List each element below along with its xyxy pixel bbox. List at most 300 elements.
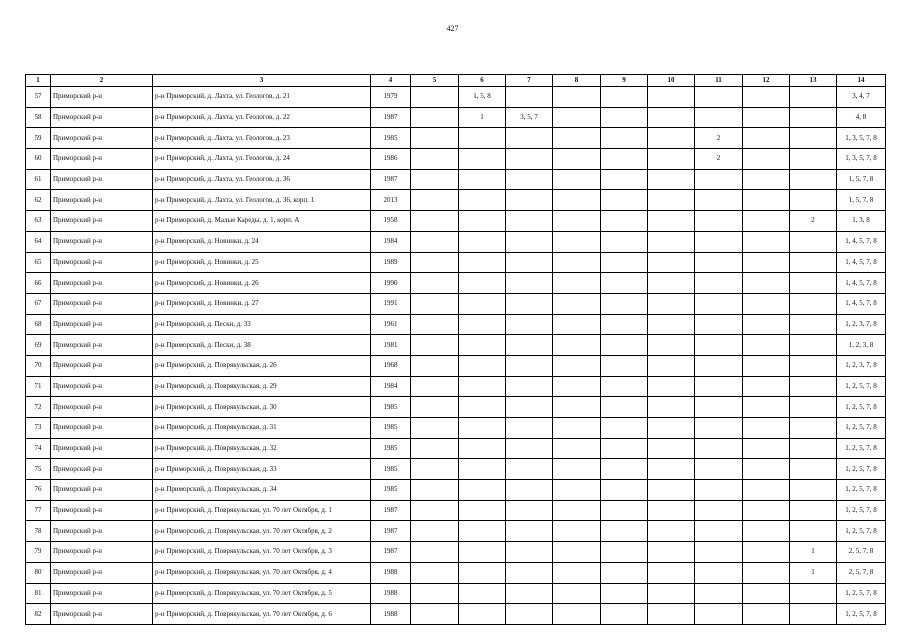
- cell-c9: [601, 562, 648, 583]
- cell-c11: [695, 273, 743, 294]
- cell-address: р-н Приморский, д. Поврякульская, д. 32: [153, 438, 371, 459]
- column-header-12: 12: [743, 75, 790, 87]
- cell-c13: [790, 231, 837, 252]
- cell-c11: 2: [695, 128, 743, 149]
- cell-address: р-н Приморский, д. Поврякульская, ул. 70 лет Октября, д. 4: [153, 562, 371, 583]
- cell-c6: [459, 418, 506, 439]
- table-row: [26, 562, 886, 583]
- table-row: [26, 211, 886, 232]
- column-header-8: 8: [553, 75, 601, 87]
- cell-c10: [648, 355, 695, 376]
- cell-c7: [506, 231, 553, 252]
- cell-c6: 1: [459, 107, 506, 128]
- cell-address: р-н Приморский, д. Поврякульская, д. 33: [153, 459, 371, 480]
- cell-year: 1987: [371, 521, 411, 542]
- cell-c8: [553, 562, 601, 583]
- cell-district: Приморский р-н: [51, 211, 153, 232]
- cell-c14: 1, 2, 5, 7, 8: [837, 418, 886, 439]
- cell-c11: [695, 376, 743, 397]
- cell-c8: [553, 604, 601, 625]
- cell-address: р-н Приморский, д. Лахта, ул. Геологов, д. 21: [153, 87, 371, 108]
- cell-c6: [459, 128, 506, 149]
- cell-c12: [743, 149, 790, 170]
- cell-year: 1990: [371, 273, 411, 294]
- cell-c14: 4, 8: [837, 107, 886, 128]
- cell-c12: [743, 273, 790, 294]
- cell-c7: [506, 211, 553, 232]
- cell-no: 77: [26, 500, 51, 521]
- cell-year: 1984: [371, 376, 411, 397]
- cell-c8: [553, 397, 601, 418]
- cell-c9: [601, 169, 648, 190]
- cell-c8: [553, 500, 601, 521]
- cell-c8: [553, 169, 601, 190]
- cell-c8: [553, 252, 601, 273]
- cell-c6: [459, 190, 506, 211]
- cell-c10: [648, 418, 695, 439]
- cell-district: Приморский р-н: [51, 87, 153, 108]
- cell-c14: 1, 2, 3, 7, 8: [837, 314, 886, 335]
- cell-c12: [743, 604, 790, 625]
- cell-c8: [553, 459, 601, 480]
- cell-c14: 1, 2, 5, 7, 8: [837, 459, 886, 480]
- cell-c11: [695, 335, 743, 356]
- cell-year: 1991: [371, 293, 411, 314]
- cell-c10: [648, 521, 695, 542]
- cell-c5: [411, 169, 459, 190]
- table-row: [26, 149, 886, 170]
- cell-c8: [553, 107, 601, 128]
- cell-year: 1984: [371, 231, 411, 252]
- cell-address: р-н Приморский, д. Поврякульская, ул. 70 лет Октября, д. 2: [153, 521, 371, 542]
- cell-c7: [506, 583, 553, 604]
- cell-c12: [743, 335, 790, 356]
- cell-c14: 1, 4, 5, 7, 8: [837, 273, 886, 294]
- cell-c12: [743, 418, 790, 439]
- cell-no: 79: [26, 542, 51, 563]
- cell-c7: [506, 293, 553, 314]
- cell-c11: [695, 211, 743, 232]
- column-header-5: 5: [411, 75, 459, 87]
- cell-c14: 1, 4, 5, 7, 8: [837, 231, 886, 252]
- cell-c13: [790, 273, 837, 294]
- cell-c8: [553, 376, 601, 397]
- cell-district: Приморский р-н: [51, 149, 153, 170]
- cell-c7: [506, 252, 553, 273]
- column-header-14: 14: [837, 75, 886, 87]
- cell-c10: [648, 231, 695, 252]
- cell-year: 1985: [371, 128, 411, 149]
- cell-c8: [553, 231, 601, 252]
- cell-year: 1988: [371, 562, 411, 583]
- cell-c13: [790, 252, 837, 273]
- cell-c14: 1, 3, 8: [837, 211, 886, 232]
- cell-c6: [459, 231, 506, 252]
- cell-c9: [601, 521, 648, 542]
- cell-c14: 2, 5, 7, 8: [837, 542, 886, 563]
- cell-address: р-н Приморский, д. Лахта, ул. Геологов, д. 24: [153, 149, 371, 170]
- cell-c13: [790, 355, 837, 376]
- cell-c5: [411, 190, 459, 211]
- table-row: [26, 107, 886, 128]
- cell-year: 1988: [371, 604, 411, 625]
- cell-district: Приморский р-н: [51, 418, 153, 439]
- cell-c12: [743, 252, 790, 273]
- cell-address: р-н Приморский, д. Пески, д. 33: [153, 314, 371, 335]
- cell-address: р-н Приморский, д. Малые Кареды, д. 1, корп. А: [153, 211, 371, 232]
- cell-c9: [601, 149, 648, 170]
- cell-c12: [743, 293, 790, 314]
- cell-c8: [553, 438, 601, 459]
- cell-district: Приморский р-н: [51, 480, 153, 501]
- cell-c9: [601, 314, 648, 335]
- cell-c5: [411, 149, 459, 170]
- table-row: [26, 418, 886, 439]
- cell-no: 62: [26, 190, 51, 211]
- cell-c8: [553, 190, 601, 211]
- cell-no: 57: [26, 87, 51, 108]
- cell-c12: [743, 438, 790, 459]
- table-row: [26, 169, 886, 190]
- cell-c5: [411, 314, 459, 335]
- cell-c9: [601, 335, 648, 356]
- cell-district: Приморский р-н: [51, 107, 153, 128]
- cell-c10: [648, 128, 695, 149]
- cell-c13: 1: [790, 562, 837, 583]
- cell-c11: [695, 169, 743, 190]
- cell-district: Приморский р-н: [51, 314, 153, 335]
- cell-district: Приморский р-н: [51, 438, 153, 459]
- cell-c7: [506, 314, 553, 335]
- cell-c10: [648, 376, 695, 397]
- cell-c7: [506, 128, 553, 149]
- cell-c10: [648, 562, 695, 583]
- cell-c8: [553, 211, 601, 232]
- cell-c5: [411, 335, 459, 356]
- cell-address: р-н Приморский, д. Новинки, д. 26: [153, 273, 371, 294]
- cell-c14: 1, 4, 5, 7, 8: [837, 252, 886, 273]
- cell-c9: [601, 190, 648, 211]
- cell-c14: 2, 5, 7, 8: [837, 562, 886, 583]
- cell-c13: [790, 128, 837, 149]
- table-row: [26, 231, 886, 252]
- cell-c10: [648, 438, 695, 459]
- cell-c8: [553, 583, 601, 604]
- cell-c8: [553, 314, 601, 335]
- cell-c5: [411, 252, 459, 273]
- cell-c13: [790, 459, 837, 480]
- cell-address: р-н Приморский, д. Поврякульская, д. 30: [153, 397, 371, 418]
- cell-c10: [648, 293, 695, 314]
- cell-c14: 1, 2, 5, 7, 8: [837, 500, 886, 521]
- cell-c10: [648, 335, 695, 356]
- table-row: [26, 438, 886, 459]
- cell-year: 1986: [371, 149, 411, 170]
- cell-c8: [553, 149, 601, 170]
- cell-c7: [506, 355, 553, 376]
- cell-district: Приморский р-н: [51, 190, 153, 211]
- cell-c6: [459, 169, 506, 190]
- cell-c5: [411, 500, 459, 521]
- cell-c12: [743, 376, 790, 397]
- cell-c10: [648, 252, 695, 273]
- cell-district: Приморский р-н: [51, 231, 153, 252]
- cell-c12: [743, 480, 790, 501]
- cell-c10: [648, 107, 695, 128]
- cell-c8: [553, 87, 601, 108]
- table-row: [26, 355, 886, 376]
- cell-c13: [790, 87, 837, 108]
- table-row: [26, 604, 886, 625]
- cell-no: 63: [26, 211, 51, 232]
- cell-address: р-н Приморский, д. Поврякульская, ул. 70 лет Октября, д. 1: [153, 500, 371, 521]
- cell-c13: [790, 418, 837, 439]
- cell-c6: [459, 459, 506, 480]
- column-header-6: 6: [459, 75, 506, 87]
- cell-no: 59: [26, 128, 51, 149]
- cell-c12: [743, 542, 790, 563]
- cell-c10: [648, 169, 695, 190]
- cell-c10: [648, 190, 695, 211]
- cell-address: р-н Приморский, д. Поврякульская, д. 34: [153, 480, 371, 501]
- cell-no: 69: [26, 335, 51, 356]
- cell-c13: [790, 583, 837, 604]
- cell-c10: [648, 149, 695, 170]
- cell-c9: [601, 252, 648, 273]
- cell-c13: [790, 376, 837, 397]
- cell-c9: [601, 376, 648, 397]
- table-row: [26, 583, 886, 604]
- cell-c7: 3, 5, 7: [506, 107, 553, 128]
- cell-c12: [743, 87, 790, 108]
- cell-district: Приморский р-н: [51, 169, 153, 190]
- cell-c11: [695, 480, 743, 501]
- cell-no: 70: [26, 355, 51, 376]
- cell-no: 60: [26, 149, 51, 170]
- cell-c8: [553, 542, 601, 563]
- cell-c7: [506, 273, 553, 294]
- cell-year: 1985: [371, 480, 411, 501]
- cell-c11: [695, 87, 743, 108]
- cell-c9: [601, 583, 648, 604]
- table-row: [26, 542, 886, 563]
- cell-c9: [601, 355, 648, 376]
- cell-c6: [459, 211, 506, 232]
- cell-c14: 1, 3, 5, 7, 8: [837, 128, 886, 149]
- cell-no: 80: [26, 562, 51, 583]
- cell-c11: [695, 604, 743, 625]
- cell-year: 2013: [371, 190, 411, 211]
- cell-c13: [790, 335, 837, 356]
- cell-c14: 1, 5, 7, 8: [837, 169, 886, 190]
- cell-address: р-н Приморский, д. Лахта, ул. Геологов, д. 36: [153, 169, 371, 190]
- cell-c5: [411, 293, 459, 314]
- cell-district: Приморский р-н: [51, 252, 153, 273]
- cell-no: 67: [26, 293, 51, 314]
- cell-c6: [459, 438, 506, 459]
- cell-year: 1985: [371, 397, 411, 418]
- cell-c13: [790, 438, 837, 459]
- cell-district: Приморский р-н: [51, 583, 153, 604]
- cell-c7: [506, 438, 553, 459]
- cell-no: 74: [26, 438, 51, 459]
- cell-c11: [695, 293, 743, 314]
- cell-c11: [695, 252, 743, 273]
- cell-c13: 1: [790, 542, 837, 563]
- cell-c13: [790, 190, 837, 211]
- table-row: [26, 87, 886, 108]
- cell-c12: [743, 231, 790, 252]
- cell-c13: [790, 397, 837, 418]
- cell-c5: [411, 273, 459, 294]
- table-row: [26, 397, 886, 418]
- table-row: [26, 128, 886, 149]
- cell-c5: [411, 376, 459, 397]
- cell-c9: [601, 273, 648, 294]
- cell-year: 1981: [371, 335, 411, 356]
- cell-no: 76: [26, 480, 51, 501]
- cell-c7: [506, 562, 553, 583]
- cell-c14: 1, 2, 5, 7, 8: [837, 521, 886, 542]
- cell-c11: [695, 542, 743, 563]
- cell-c6: [459, 604, 506, 625]
- cell-c5: [411, 128, 459, 149]
- cell-c9: [601, 87, 648, 108]
- column-header-7: 7: [506, 75, 553, 87]
- cell-c14: 1, 2, 5, 7, 8: [837, 376, 886, 397]
- cell-district: Приморский р-н: [51, 459, 153, 480]
- cell-c13: [790, 107, 837, 128]
- cell-c7: [506, 397, 553, 418]
- cell-c5: [411, 355, 459, 376]
- cell-address: р-н Приморский, д. Лахта, ул. Геологов, д. 36, корп. 1: [153, 190, 371, 211]
- column-header-10: 10: [648, 75, 695, 87]
- cell-no: 66: [26, 273, 51, 294]
- cell-c14: 1, 2, 5, 7, 8: [837, 438, 886, 459]
- cell-address: р-н Приморский, д. Новинки, д. 24: [153, 231, 371, 252]
- cell-no: 68: [26, 314, 51, 335]
- cell-district: Приморский р-н: [51, 273, 153, 294]
- cell-address: р-н Приморский, д. Новинки, д. 25: [153, 252, 371, 273]
- cell-c5: [411, 87, 459, 108]
- cell-c14: 1, 2, 5, 7, 8: [837, 397, 886, 418]
- cell-c10: [648, 314, 695, 335]
- cell-c13: [790, 604, 837, 625]
- cell-no: 61: [26, 169, 51, 190]
- cell-address: р-н Приморский, д. Поврякульская, ул. 70 лет Октября, д. 6: [153, 604, 371, 625]
- cell-c8: [553, 273, 601, 294]
- cell-c5: [411, 521, 459, 542]
- cell-c10: [648, 211, 695, 232]
- cell-c14: 1, 4, 5, 7, 8: [837, 293, 886, 314]
- cell-c11: [695, 231, 743, 252]
- cell-year: 1989: [371, 252, 411, 273]
- cell-no: 65: [26, 252, 51, 273]
- column-header-4: 4: [371, 75, 411, 87]
- cell-c9: [601, 231, 648, 252]
- register-table: [25, 74, 886, 625]
- cell-c11: [695, 355, 743, 376]
- cell-c5: [411, 107, 459, 128]
- cell-c12: [743, 521, 790, 542]
- cell-c14: 1, 2, 5, 7, 8: [837, 604, 886, 625]
- cell-c13: [790, 314, 837, 335]
- cell-c14: 3, 4, 7: [837, 87, 886, 108]
- cell-district: Приморский р-н: [51, 397, 153, 418]
- table-row: [26, 376, 886, 397]
- cell-no: 78: [26, 521, 51, 542]
- cell-c6: 1, 5, 8: [459, 87, 506, 108]
- cell-c7: [506, 542, 553, 563]
- cell-c10: [648, 397, 695, 418]
- cell-year: 1987: [371, 169, 411, 190]
- cell-c11: [695, 521, 743, 542]
- cell-c5: [411, 583, 459, 604]
- cell-c6: [459, 376, 506, 397]
- cell-c12: [743, 190, 790, 211]
- cell-c11: [695, 438, 743, 459]
- cell-c10: [648, 604, 695, 625]
- cell-year: 1958: [371, 211, 411, 232]
- cell-c14: 1, 2, 3, 7, 8: [837, 355, 886, 376]
- cell-c12: [743, 583, 790, 604]
- cell-year: 1985: [371, 438, 411, 459]
- table-body: [26, 87, 886, 625]
- column-header-1: 1: [26, 75, 51, 87]
- cell-no: 58: [26, 107, 51, 128]
- cell-c5: [411, 562, 459, 583]
- cell-address: р-н Приморский, д. Новинки, д. 27: [153, 293, 371, 314]
- cell-address: р-н Приморский, д. Поврякульская, ул. 70 лет Октября, д. 3: [153, 542, 371, 563]
- table-row: [26, 500, 886, 521]
- cell-c10: [648, 542, 695, 563]
- cell-c11: [695, 107, 743, 128]
- cell-c7: [506, 480, 553, 501]
- page-number: 427: [446, 24, 459, 33]
- cell-c12: [743, 128, 790, 149]
- cell-c6: [459, 335, 506, 356]
- cell-c5: [411, 604, 459, 625]
- cell-c9: [601, 500, 648, 521]
- cell-c9: [601, 128, 648, 149]
- cell-c9: [601, 211, 648, 232]
- cell-district: Приморский р-н: [51, 604, 153, 625]
- cell-c9: [601, 397, 648, 418]
- cell-c6: [459, 273, 506, 294]
- cell-c6: [459, 500, 506, 521]
- cell-c12: [743, 107, 790, 128]
- cell-c8: [553, 480, 601, 501]
- cell-address: р-н Приморский, д. Поврякульская, д. 26: [153, 355, 371, 376]
- cell-district: Приморский р-н: [51, 128, 153, 149]
- column-header-9: 9: [601, 75, 648, 87]
- cell-c11: [695, 500, 743, 521]
- cell-address: р-н Приморский, д. Пески, д. 38: [153, 335, 371, 356]
- cell-c6: [459, 252, 506, 273]
- cell-no: 82: [26, 604, 51, 625]
- cell-c13: [790, 169, 837, 190]
- cell-c6: [459, 314, 506, 335]
- cell-c9: [601, 459, 648, 480]
- cell-c5: [411, 418, 459, 439]
- cell-c11: [695, 418, 743, 439]
- header-row: [26, 75, 886, 87]
- cell-c13: [790, 149, 837, 170]
- cell-c14: 1, 2, 5, 7, 8: [837, 480, 886, 501]
- cell-c9: [601, 480, 648, 501]
- cell-district: Приморский р-н: [51, 500, 153, 521]
- column-header-13: 13: [790, 75, 837, 87]
